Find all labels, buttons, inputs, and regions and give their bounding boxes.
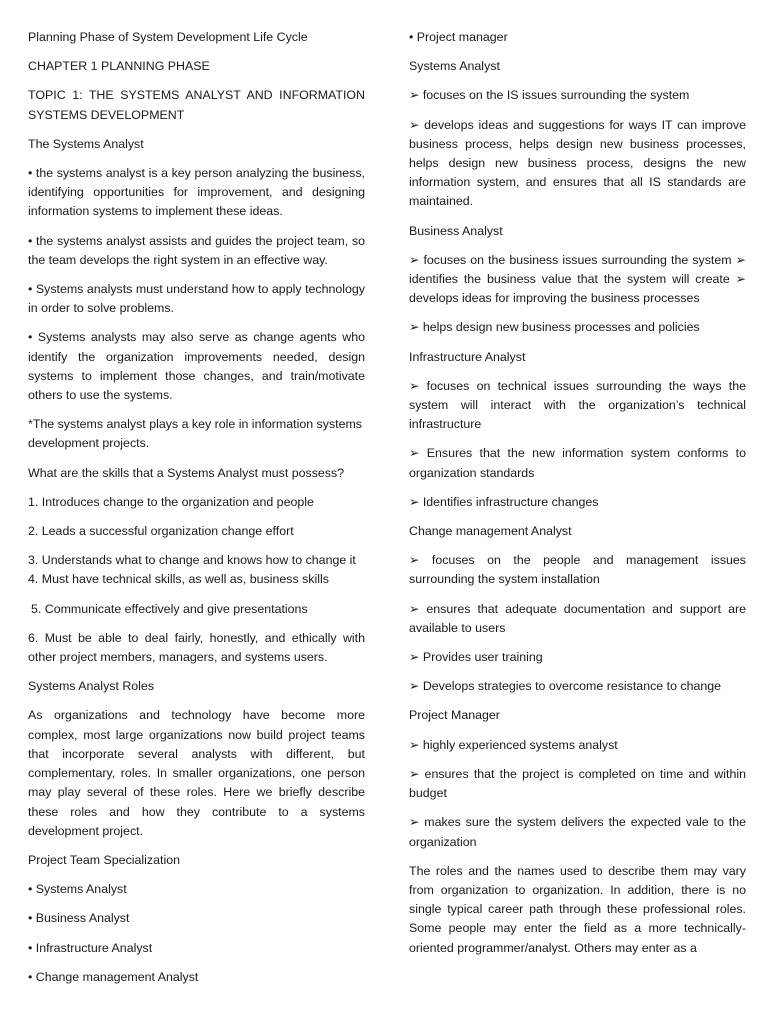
paragraph: As organizations and technology have become more complex, most large organizations now build project teams that incorporate several analysts with different, but complementary, roles. In smaller organizations, one person may play several of these roles. Here we briefly describe these roles and how they contribute to a systems development project. [28,708,365,838]
closing-paragraph: The roles and the names used to describe them may vary from organization to organization. In addition, there is no single typical career path through these professional roles. Some people may enter the field as a more technically-oriented programmer/analyst. Others may enter as a [409,863,746,955]
section-heading-systems-analyst: Systems Analyst [409,59,500,74]
list-item: 6. Must be able to deal fairly, honestly, and ethically with other project members, managers, and systems users. [28,630,365,665]
list-item: 3. Understands what to change and knows how to change it [28,553,356,568]
list-item: ➢ focuses on technical issues surrounding the ways the system will interact with the organization’s technical infrastructure [409,378,746,432]
section-heading-specialization: Project Team Specialization [28,852,180,867]
list-item: 4. Must have technical skills, as well as, business skills [28,572,329,587]
section-heading-business-analyst: Business Analyst [409,223,503,238]
document-title: Planning Phase of System Development Life Cycle [28,30,308,44]
list-item: ➢ Ensures that the new information system conforms to organization standards [409,446,746,480]
list-item: • Infrastructure Analyst [28,940,153,955]
list-item: • Business Analyst [28,911,130,926]
paragraph: • Systems analysts must understand how to apply technology in order to solve problems. [28,282,365,316]
list-item: ➢ highly experienced systems analyst [409,737,618,752]
list-item: ➢ Provides user training [409,650,543,665]
section-heading-change-management: Change management Analyst [409,524,572,539]
section-heading-systems-analyst: The Systems Analyst [28,136,144,151]
list-item: ➢ develops ideas and suggestions for ways IT can improve business process, helps design new business processes, helps design new business process, designs the new information system, and ensures that all IS standards are maintained. [409,117,746,209]
list-item: 2. Leads a successful organization change effort [28,524,294,539]
list-item: ➢ ensures that adequate documentation and support are available to users [409,601,746,635]
paragraph: • the systems analyst is a key person analyzing the business, identifying opportunities for improvement, and designing information systems to implement these ideas. [28,166,365,219]
right-column [409,28,746,968]
list-item: • Project manager [409,30,508,44]
list-item: • Systems Analyst [28,882,127,897]
list-item: ➢ makes sure the system delivers the expected vale to the organization [409,815,746,849]
list-item: ➢ focuses on the people and management issues surrounding the system installation [409,553,746,587]
section-heading-roles: Systems Analyst Roles [28,679,155,694]
list-item: ➢ focuses on the business issues surrounding the system ➢ identifies the business value that the system will create ➢ develops ideas for improving the business processes [409,252,746,306]
list-item: ➢ focuses on the IS issues surrounding the system [409,88,690,103]
section-heading-project-manager: Project Manager [409,708,500,723]
list-item: 5. Communicate effectively and give presentations [31,601,308,616]
topic-heading: TOPIC 1: THE SYSTEMS ANALYST AND INFORMATION SYSTEMS DEVELOPMENT [28,88,365,122]
section-heading-infrastructure-analyst: Infrastructure Analyst [409,349,526,364]
list-item: ➢ Develops strategies to overcome resistance to change [409,679,722,694]
left-column [28,28,365,997]
list-item: ➢ ensures that the project is completed on time and within budget [409,766,746,801]
paragraph: • the systems analyst assists and guides the project team, so the team develops the right system in an effective way. [28,233,365,267]
paragraph: *The systems analyst plays a key role in information systems development projects. [28,417,362,451]
skills-question: What are the skills that a Systems Analyst must possess? [28,465,345,480]
paragraph: • Systems analysts may also serve as change agents who identify the organization improvements needed, design systems to implement those changes, and train/motivate others to use the systems. [28,330,365,403]
list-item: • Change management Analyst [28,969,199,984]
chapter-heading: CHAPTER 1 PLANNING PHASE [28,59,210,74]
list-item: 1. Introduces change to the organization and people [28,494,314,509]
list-item: ➢ Identifies infrastructure changes [409,494,599,509]
list-item: ➢ helps design new business processes and policies [409,320,700,335]
